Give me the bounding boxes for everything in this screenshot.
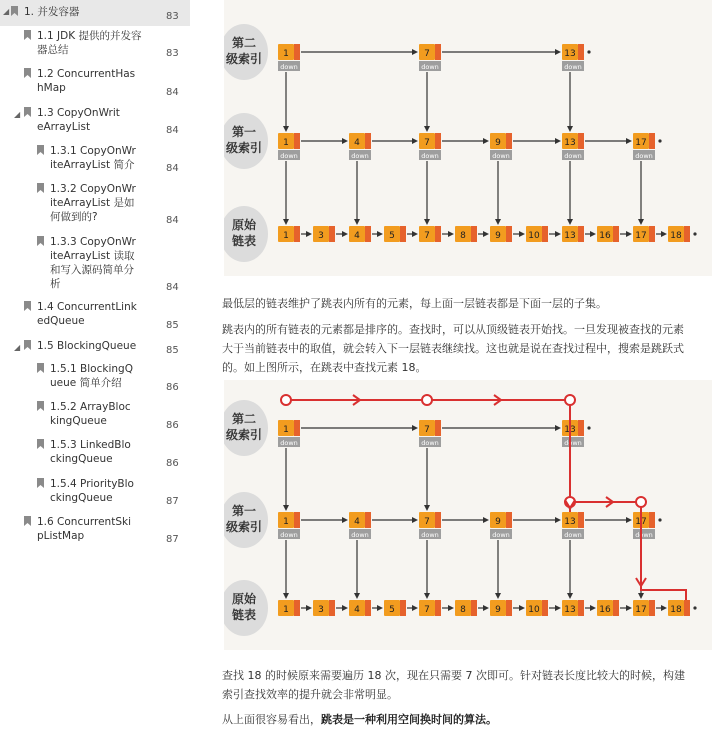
svg-text:down: down: [564, 439, 582, 447]
skiplist-node: [490, 512, 512, 539]
toc-item-1-3[interactable]: [37, 106, 123, 134]
skiplist-node: [633, 226, 655, 242]
toc-item-label: 1.5.1 BlockingQueue 简单介绍: [50, 363, 133, 389]
search-step-marker: [636, 497, 646, 507]
skiplist-node: [562, 44, 584, 71]
toc-page-number: 85: [166, 345, 179, 356]
bookmark-icon: [24, 68, 31, 78]
svg-text:down: down: [635, 152, 653, 160]
svg-text:1: 1: [283, 605, 289, 615]
svg-text:8: 8: [460, 605, 466, 615]
toc-item-1-3-1[interactable]: [50, 144, 136, 172]
svg-text:第一: 第一: [231, 125, 257, 139]
svg-text:down: down: [564, 63, 582, 71]
svg-text:13: 13: [564, 138, 576, 148]
svg-text:18: 18: [670, 231, 682, 241]
null-pointer-dot: [658, 518, 661, 521]
level2-index-label: [224, 400, 268, 456]
svg-text:13: 13: [564, 231, 576, 241]
svg-text:原始: 原始: [231, 218, 257, 232]
skiplist-node: [419, 226, 441, 242]
skiplist-node: [597, 226, 619, 242]
svg-text:17: 17: [635, 138, 647, 148]
toc-item-1-2[interactable]: [37, 67, 137, 95]
svg-text:10: 10: [528, 605, 540, 615]
svg-text:9: 9: [495, 231, 501, 241]
svg-text:4: 4: [354, 517, 360, 527]
skiplist-node: [349, 512, 371, 539]
toc-item-label: 1.5.2 ArrayBlockingQueue: [50, 401, 131, 427]
skiplist-node: [490, 226, 512, 242]
toc-item-1[interactable]: [24, 5, 154, 19]
bookmark-icon: [24, 516, 31, 526]
svg-text:down: down: [351, 531, 369, 539]
toc-item-label: 1.5.3 LinkedBlockingQueue: [50, 439, 131, 465]
skiplist-search-diagram: [224, 380, 712, 650]
toc-item-label: 1.4 ConcurrentLinkedQueue: [37, 301, 137, 327]
search-step-marker: [422, 395, 432, 405]
level1-index-label: [224, 113, 268, 169]
svg-text:级索引: 级索引: [225, 428, 263, 442]
bookmark-icon: [37, 183, 44, 193]
svg-text:down: down: [280, 439, 298, 447]
skiplist-node: [633, 600, 655, 616]
skiplist-node: [562, 600, 584, 616]
svg-text:第二: 第二: [231, 412, 257, 426]
bookmark-icon: [24, 30, 31, 40]
bold-text: 跳表是一种利用空间换时间的算法。: [321, 713, 497, 726]
bookmark-icon: [37, 401, 44, 411]
toc-page-number: 86: [166, 420, 179, 431]
toc-page-number: 84: [166, 215, 179, 226]
svg-text:1: 1: [283, 231, 289, 241]
skiplist-search-figure: [224, 380, 712, 650]
bookmark-icon: [37, 478, 44, 488]
skiplist-node: [562, 226, 584, 242]
skiplist-node: [278, 600, 300, 616]
skiplist-node: [278, 420, 300, 447]
svg-text:down: down: [635, 531, 653, 539]
svg-text:down: down: [421, 531, 439, 539]
collapse-caret-icon[interactable]: ◢: [14, 343, 21, 352]
svg-text:16: 16: [599, 231, 611, 241]
skiplist-node: [278, 512, 300, 539]
svg-text:第二: 第二: [231, 36, 257, 50]
null-pointer-dot: [693, 606, 696, 609]
toc-item-1-3-2[interactable]: [50, 182, 136, 224]
svg-text:18: 18: [670, 605, 682, 615]
svg-text:7: 7: [424, 425, 430, 435]
skiplist-node: [278, 226, 300, 242]
toc-item-label: 1.5 BlockingQueue: [37, 340, 137, 352]
skiplist-node: [633, 133, 655, 160]
toc-page-number: 86: [166, 458, 179, 469]
search-step-marker: [281, 395, 291, 405]
toc-item-label: 1.3.2 CopyOnWriteArrayList 是如何做到的?: [50, 183, 136, 223]
toc-item-1-5-1[interactable]: [50, 362, 136, 390]
svg-text:down: down: [492, 152, 510, 160]
skiplist-node: [490, 133, 512, 160]
bookmark-icon: [37, 439, 44, 449]
skiplist-node: [668, 600, 690, 616]
svg-text:down: down: [280, 531, 298, 539]
svg-text:1: 1: [283, 138, 289, 148]
skiplist-node: [278, 44, 300, 71]
skiplist-node: [562, 133, 584, 160]
skiplist-node: [384, 600, 406, 616]
skiplist-node: [419, 600, 441, 616]
skiplist-node: [278, 133, 300, 160]
skiplist-node: [633, 512, 655, 539]
skiplist-node: [455, 226, 477, 242]
svg-text:级索引: 级索引: [225, 520, 263, 534]
toc-item-1-3-3[interactable]: [50, 235, 136, 291]
toc-page-number: 86: [166, 382, 179, 393]
bookmark-icon: [24, 340, 31, 350]
toc-page-number: 84: [166, 282, 179, 293]
svg-text:down: down: [421, 63, 439, 71]
svg-text:13: 13: [564, 425, 576, 435]
toc-page-number: 83: [166, 48, 179, 59]
base-list-label: [224, 206, 268, 262]
toc-page-number: 87: [166, 534, 179, 545]
paragraph: 跳表内的所有链表的元素都是排序的。查找时，可以从顶级链表开始找。一旦发现被查找的元素大于当前链表中的取值，就会转入下一层链表继续找。这也就是说在查找过程中，搜索是跳跃式的。如上图所示，在跳表中查找元素 18。: [222, 323, 684, 374]
svg-text:4: 4: [354, 231, 360, 241]
toc-item-label: 1.6 ConcurrentSkipListMap: [37, 516, 131, 542]
svg-text:链表: 链表: [231, 234, 257, 248]
svg-text:7: 7: [424, 605, 430, 615]
svg-text:5: 5: [389, 605, 395, 615]
toc-item-1-4[interactable]: [37, 300, 137, 328]
search-step-marker: [565, 395, 575, 405]
collapse-caret-icon[interactable]: ◢: [3, 7, 10, 16]
svg-text:down: down: [351, 152, 369, 160]
toc-item-label: 1. 并发容器: [24, 6, 80, 18]
skiplist-node: [349, 600, 371, 616]
bookmark-icon: [37, 236, 44, 246]
skiplist-node: [526, 600, 548, 616]
skiplist-node: [419, 512, 441, 539]
svg-text:8: 8: [460, 231, 466, 241]
svg-text:7: 7: [424, 517, 430, 527]
paragraph: 最低层的链表维护了跳表内所有的元素，每上面一层链表都是下面一层的子集。: [222, 297, 607, 310]
skiplist-node: [313, 600, 335, 616]
svg-text:3: 3: [318, 231, 324, 241]
toc-page-number: 83: [166, 11, 179, 22]
skiplist-node: [526, 226, 548, 242]
skiplist-node: [419, 133, 441, 160]
toc-item-label: 1.1 JDK 提供的并发容器总结: [37, 30, 142, 56]
svg-text:原始: 原始: [231, 592, 257, 606]
collapse-caret-icon[interactable]: ◢: [14, 110, 21, 119]
svg-text:16: 16: [599, 605, 611, 615]
search-path: [286, 400, 686, 600]
svg-text:1: 1: [283, 517, 289, 527]
svg-text:7: 7: [424, 231, 430, 241]
bookmark-icon: [24, 301, 31, 311]
skiplist-node: [562, 512, 584, 539]
skiplist-node: [597, 600, 619, 616]
bookmark-icon: [24, 107, 31, 117]
svg-text:down: down: [421, 439, 439, 447]
toc-item-1-5-4[interactable]: [50, 477, 136, 505]
toc-item-label: 1.3.1 CopyOnWriteArrayList 简介: [50, 145, 136, 171]
document-page: [190, 0, 720, 730]
toc-page-number: 87: [166, 496, 179, 507]
skiplist-node: [562, 420, 584, 447]
toc-item-label: 1.3 CopyOnWriteArrayList: [37, 107, 120, 133]
svg-text:3: 3: [318, 605, 324, 615]
base-list-label: [224, 580, 268, 636]
paragraph-text: 从上面很容易看出，: [222, 713, 321, 726]
svg-text:级索引: 级索引: [225, 141, 263, 155]
svg-text:13: 13: [564, 605, 576, 615]
svg-text:down: down: [280, 152, 298, 160]
skiplist-node: [419, 44, 441, 71]
toc-item-label: 1.2 ConcurrentHashMap: [37, 68, 136, 94]
toc-item-1-5-2[interactable]: [50, 400, 136, 428]
toc-item-1-1[interactable]: [37, 29, 147, 57]
skiplist-node: [349, 133, 371, 160]
svg-text:down: down: [421, 152, 439, 160]
toc-page-number: 85: [166, 320, 179, 331]
skiplist-node: [313, 226, 335, 242]
svg-text:4: 4: [354, 605, 360, 615]
svg-text:第一: 第一: [231, 504, 257, 518]
svg-text:9: 9: [495, 517, 501, 527]
svg-text:13: 13: [564, 49, 576, 59]
svg-text:17: 17: [635, 231, 647, 241]
svg-text:级索引: 级索引: [225, 52, 263, 66]
skiplist-node: [668, 226, 690, 242]
svg-text:1: 1: [283, 49, 289, 59]
bookmark-icon: [37, 145, 44, 155]
svg-text:17: 17: [635, 517, 647, 527]
svg-text:10: 10: [528, 231, 540, 241]
svg-text:链表: 链表: [231, 608, 257, 622]
toc-item-1-5[interactable]: [37, 339, 147, 353]
svg-text:5: 5: [389, 231, 395, 241]
null-pointer-dot: [587, 426, 590, 429]
skiplist-figure: [224, 0, 712, 276]
toc-item-1-6[interactable]: [37, 515, 137, 543]
svg-text:1: 1: [283, 425, 289, 435]
svg-text:down: down: [564, 152, 582, 160]
toc-page-number: 84: [166, 125, 179, 136]
svg-text:7: 7: [424, 138, 430, 148]
toc-page-number: 84: [166, 87, 179, 98]
skiplist-node: [419, 420, 441, 447]
svg-text:4: 4: [354, 138, 360, 148]
skiplist-node: [490, 600, 512, 616]
skiplist-diagram: [224, 0, 712, 276]
svg-text:down: down: [564, 531, 582, 539]
paragraph: 查找 18 的时候原来需要遍历 18 次，现在只需要 7 次即可。针对链表长度比较大的时候，构建索引查找效率的提升就会非常明显。: [222, 669, 685, 701]
paragraph: [222, 710, 690, 729]
toc-item-label: 1.5.4 PriorityBlockingQueue: [50, 478, 134, 504]
skiplist-node: [455, 600, 477, 616]
level1-index-label: [224, 492, 268, 548]
svg-text:13: 13: [564, 517, 576, 527]
svg-text:9: 9: [495, 138, 501, 148]
svg-text:17: 17: [635, 605, 647, 615]
skiplist-node: [384, 226, 406, 242]
svg-text:7: 7: [424, 49, 430, 59]
toc-page-number: 84: [166, 163, 179, 174]
toc-sidebar: [0, 0, 190, 730]
svg-text:9: 9: [495, 605, 501, 615]
skiplist-node: [349, 226, 371, 242]
svg-text:down: down: [492, 531, 510, 539]
bookmark-icon: [37, 363, 44, 373]
toc-item-1-5-3[interactable]: [50, 438, 136, 466]
svg-text:down: down: [280, 63, 298, 71]
null-pointer-dot: [587, 50, 590, 53]
null-pointer-dot: [693, 232, 696, 235]
toc-item-label: 1.3.3 CopyOnWriteArrayList 读取和写入源码简单分析: [50, 236, 136, 290]
level2-index-label: [224, 24, 268, 80]
null-pointer-dot: [658, 139, 661, 142]
